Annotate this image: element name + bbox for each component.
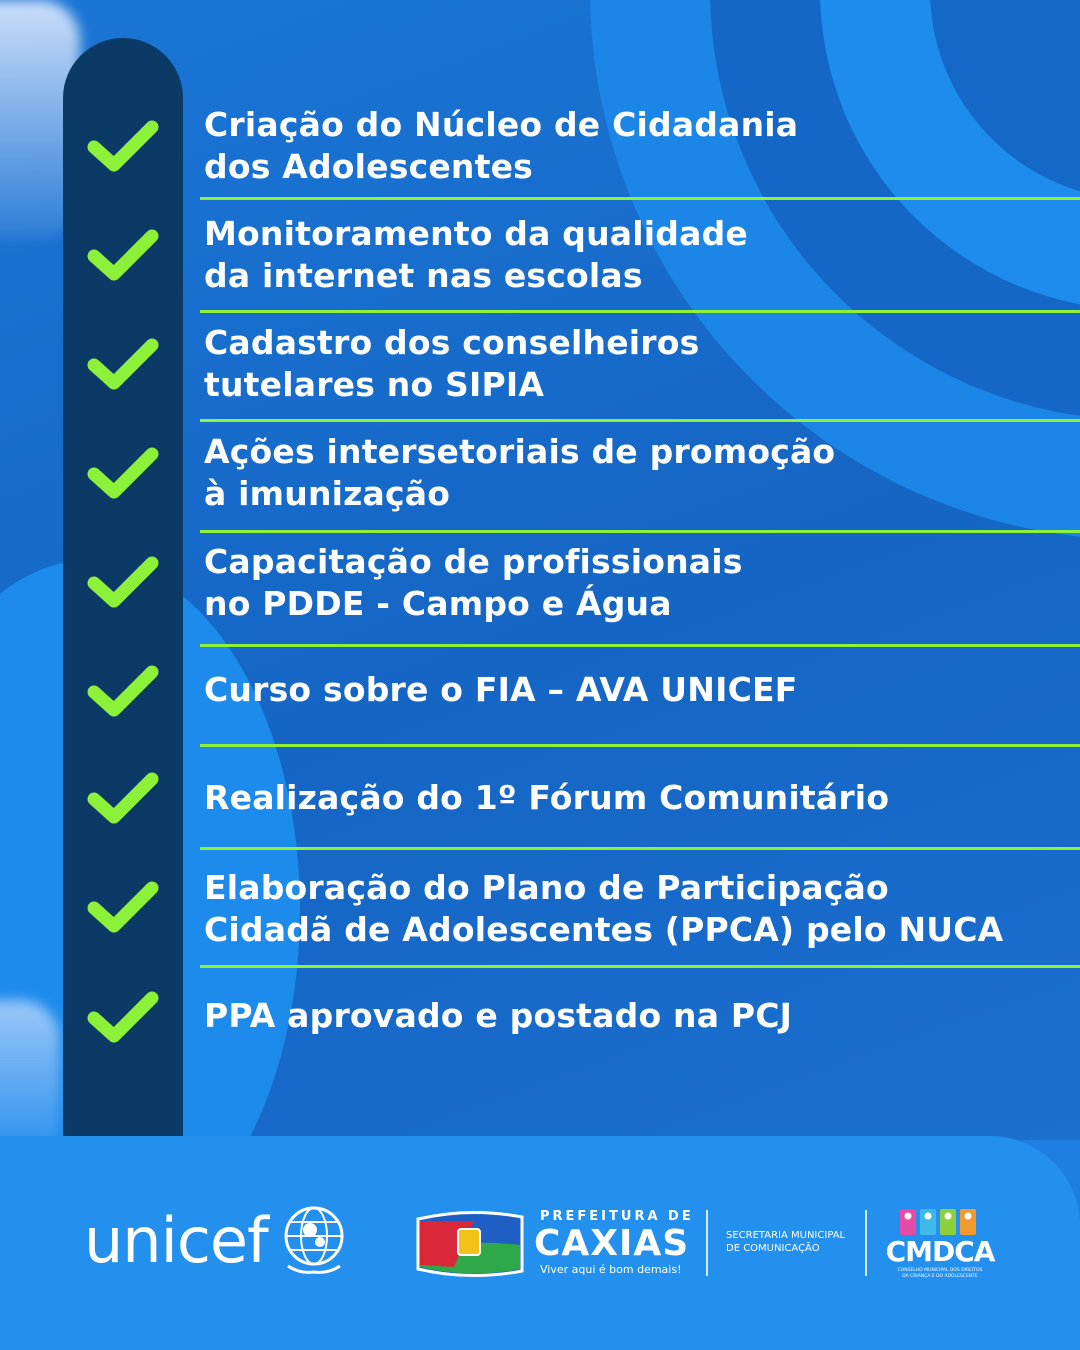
list-item-text: Realização do 1º Fórum Comunitário	[204, 778, 890, 817]
list-item-text: Elaboração do Plano de Participação Cidadã de Adolescentes (PPCA) pelo NUCA	[204, 868, 1004, 949]
cmdca-kids-icon	[900, 1207, 980, 1237]
separator-line	[200, 310, 1080, 313]
divider	[865, 1210, 867, 1276]
secretaria-label: SECRETARIA MUNICIPAL DE COMUNICAÇÃO	[726, 1230, 846, 1254]
unicef-logo	[84, 1200, 354, 1280]
list-item-text: Cadastro dos conselheiros tutelares no SIPIA	[204, 323, 700, 404]
caxias-slogan: Viver aqui é bom demais!	[540, 1263, 682, 1276]
separator-line	[200, 744, 1080, 747]
list-item-text: Monitoramento da qualidade da internet nas escolas	[204, 214, 748, 295]
separator-line	[200, 197, 1080, 200]
separator-line	[200, 965, 1080, 968]
separator-line	[200, 644, 1080, 647]
list-item-text: Capacitação de profissionais no PDDE - Campo e Água	[204, 542, 743, 623]
caxias-prefeitura-label: PREFEITURA DE	[540, 1209, 694, 1224]
list-item-text: Curso sobre o FIA – AVA UNICEF	[204, 670, 798, 709]
check-icon	[84, 553, 162, 613]
list-item-text: Criação do Núcleo de Cidadania dos Adolescentes	[204, 105, 799, 186]
caxias-logo	[414, 1205, 704, 1281]
check-icon	[84, 769, 162, 829]
divider	[706, 1210, 708, 1276]
caxias-name: CAXIAS	[534, 1223, 690, 1264]
unicef-emblem-icon	[274, 1200, 354, 1280]
separator-line	[200, 847, 1080, 850]
cmdca-logo	[884, 1205, 1004, 1285]
list-item-text: Ações intersetoriais de promoção à imunização	[204, 432, 836, 513]
check-icon	[84, 335, 162, 395]
cmdca-name: CMDCA	[885, 1235, 995, 1268]
unicef-wordmark: unicef	[84, 1203, 268, 1277]
check-icon	[84, 662, 162, 722]
cmdca-subtitle: CONSELHO MUNICIPAL DOS DIREITOS DA CRIANÇA E DO ADOLESCENTE	[897, 1268, 983, 1279]
check-icon	[84, 117, 162, 177]
caxias-flag-icon	[414, 1209, 526, 1279]
check-icon	[84, 878, 162, 938]
check-icon	[84, 988, 162, 1048]
check-icon	[84, 444, 162, 504]
separator-line	[200, 419, 1080, 422]
separator-line	[200, 530, 1080, 533]
check-icon	[84, 226, 162, 286]
list-item-text: PPA aprovado e postado na PCJ	[204, 996, 793, 1035]
